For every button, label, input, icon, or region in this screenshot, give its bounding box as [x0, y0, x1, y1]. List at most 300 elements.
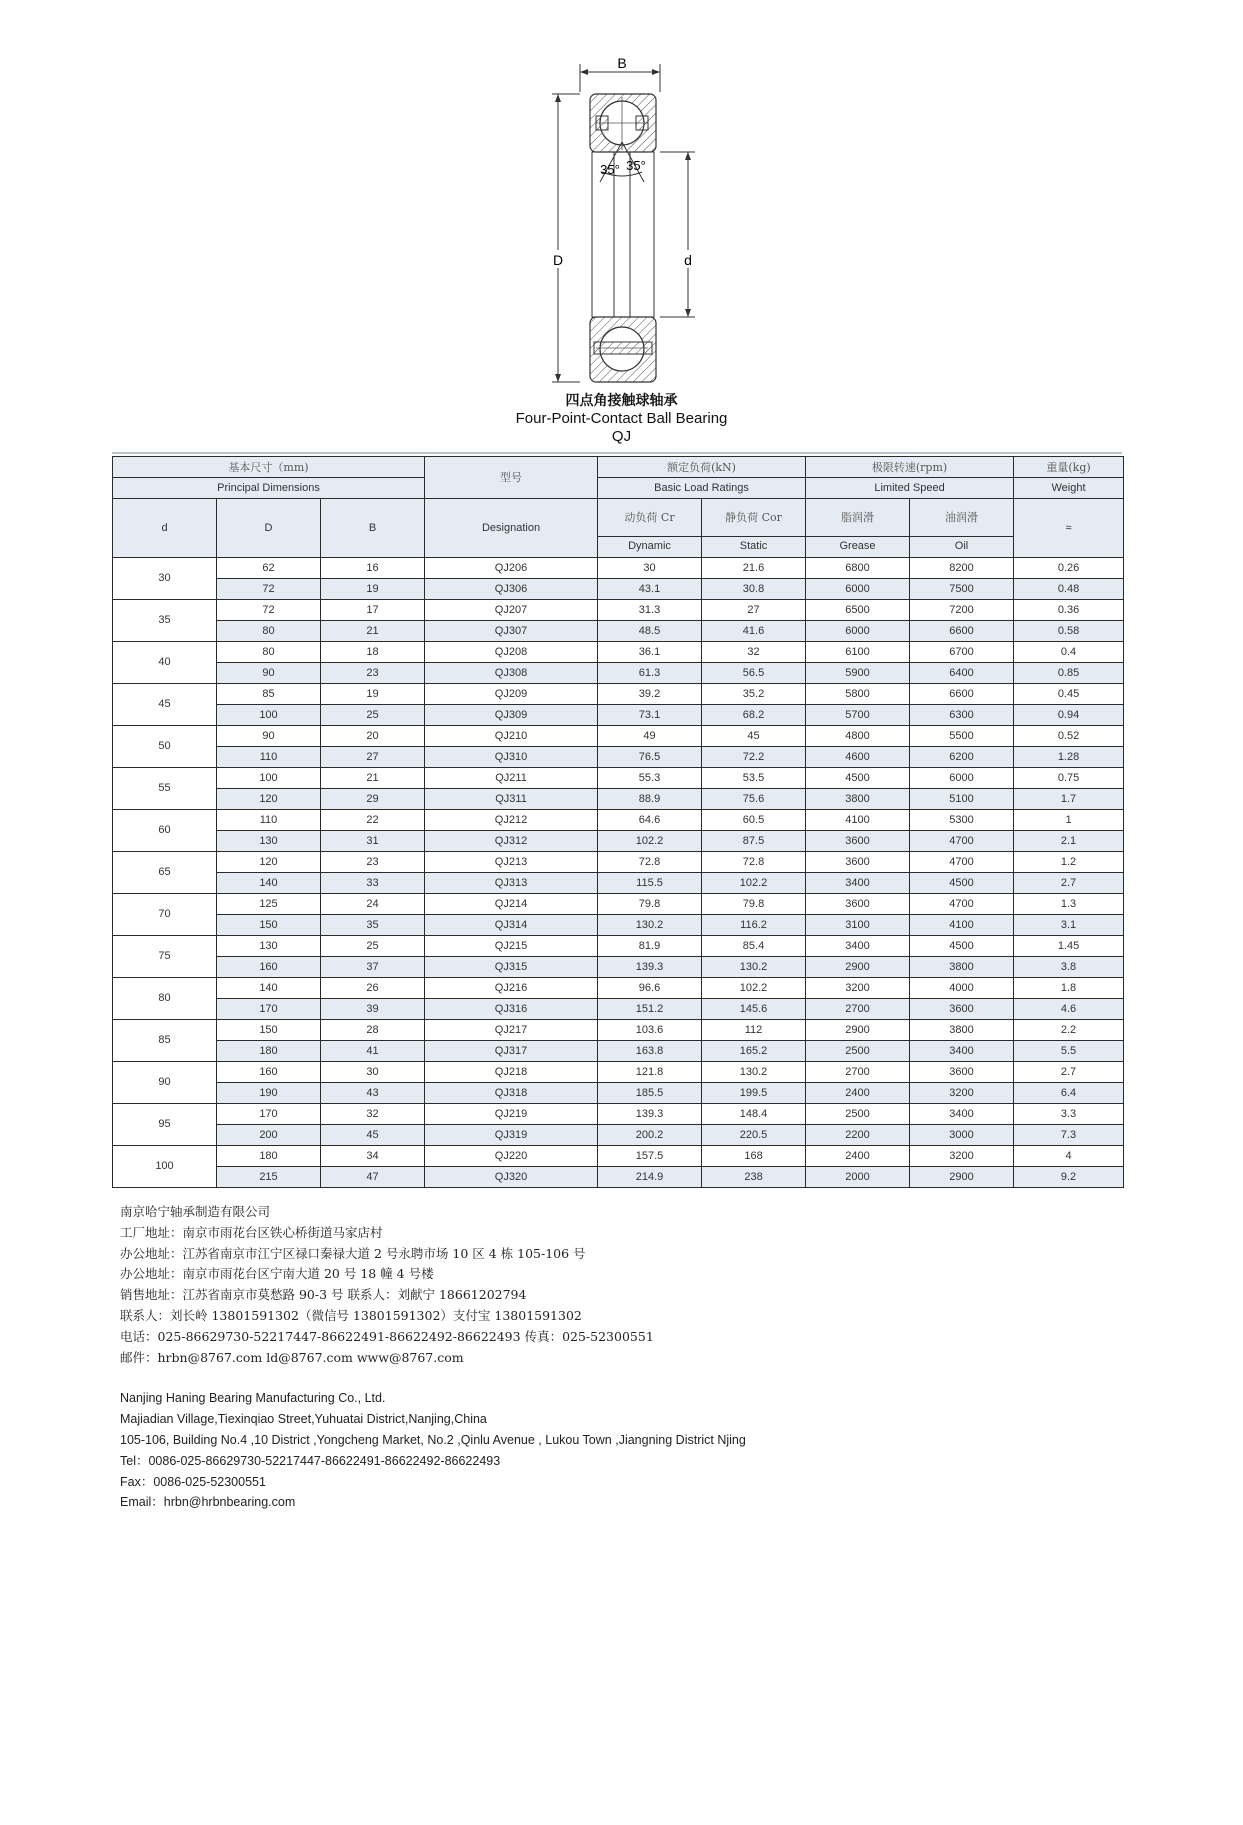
cell-weight: 0.75	[1014, 768, 1124, 789]
cell-dynamic: 79.8	[598, 894, 702, 915]
contact-angle-right-label: 35°	[626, 158, 646, 173]
cell-grease: 3100	[806, 915, 910, 936]
cell-weight: 1.7	[1014, 789, 1124, 810]
cell-grease: 6100	[806, 642, 910, 663]
cell-static: 102.2	[702, 873, 806, 894]
cell-grease: 4500	[806, 768, 910, 789]
cell-B: 24	[321, 894, 425, 915]
cell-static: 79.8	[702, 894, 806, 915]
cell-dynamic: 157.5	[598, 1146, 702, 1167]
cell-dynamic: 72.8	[598, 852, 702, 873]
cell-designation: QJ314	[425, 915, 598, 936]
table-row	[113, 705, 1124, 726]
cell-weight: 0.94	[1014, 705, 1124, 726]
table-row	[113, 957, 1124, 978]
cell-oil: 4000	[910, 978, 1014, 999]
cell-dynamic: 55.3	[598, 768, 702, 789]
header-static-en: Static	[702, 536, 806, 557]
cell-B: 26	[321, 978, 425, 999]
cell-oil: 5500	[910, 726, 1014, 747]
cell-D: 200	[217, 1125, 321, 1146]
table-row	[113, 810, 1124, 831]
specification-table	[112, 456, 1124, 1188]
cell-d: 60	[113, 810, 217, 852]
cell-D: 180	[217, 1041, 321, 1062]
header-speed-zh: 极限转速(rpm)	[806, 457, 1014, 478]
cell-oil: 6200	[910, 747, 1014, 768]
table-row	[113, 789, 1124, 810]
cell-B: 23	[321, 663, 425, 684]
cell-designation: QJ219	[425, 1104, 598, 1125]
table-row	[113, 600, 1124, 621]
cell-oil: 3800	[910, 957, 1014, 978]
cell-B: 18	[321, 642, 425, 663]
cell-D: 120	[217, 789, 321, 810]
header-row-2	[113, 478, 1124, 499]
cell-designation: QJ206	[425, 558, 598, 579]
cell-weight: 0.45	[1014, 684, 1124, 705]
cell-weight: 2.7	[1014, 1062, 1124, 1083]
cell-grease: 2400	[806, 1146, 910, 1167]
cell-static: 68.2	[702, 705, 806, 726]
cell-grease: 4600	[806, 747, 910, 768]
contact-info	[120, 1202, 746, 1513]
cell-oil: 3600	[910, 1062, 1014, 1083]
table-row	[113, 915, 1124, 936]
cell-B: 22	[321, 810, 425, 831]
table-row	[113, 747, 1124, 768]
contact-line: Tel：0086-025-86629730-52217447-86622491-86622492-86622493	[120, 1453, 501, 1468]
cell-D: 160	[217, 957, 321, 978]
bearing-cross-section-diagram	[530, 52, 720, 392]
cell-B: 25	[321, 936, 425, 957]
cell-static: 199.5	[702, 1083, 806, 1104]
header-row-1	[113, 457, 1124, 478]
cell-d: 55	[113, 768, 217, 810]
cell-designation: QJ211	[425, 768, 598, 789]
cell-d: 50	[113, 726, 217, 768]
cell-static: 130.2	[702, 957, 806, 978]
cell-designation: QJ217	[425, 1020, 598, 1041]
cell-static: 60.5	[702, 810, 806, 831]
cell-D: 72	[217, 600, 321, 621]
cell-dynamic: 49	[598, 726, 702, 747]
cell-static: 130.2	[702, 1062, 806, 1083]
cell-grease: 3400	[806, 873, 910, 894]
cell-d: 35	[113, 600, 217, 642]
cell-weight: 5.5	[1014, 1041, 1124, 1062]
cell-designation: QJ316	[425, 999, 598, 1020]
cell-weight: 2.2	[1014, 1020, 1124, 1041]
cell-d: 95	[113, 1104, 217, 1146]
cell-static: 148.4	[702, 1104, 806, 1125]
cell-dynamic: 185.5	[598, 1083, 702, 1104]
cell-static: 75.6	[702, 789, 806, 810]
cell-weight: 2.1	[1014, 831, 1124, 852]
contact-line: 邮件：hrbn@8767.com ld@8767.com www@8767.com	[120, 1349, 464, 1365]
table-row	[113, 852, 1124, 873]
contact-line: 联系人：刘长岭 13801591302（微信号 13801591302）支付宝 13801591302	[120, 1307, 582, 1323]
cell-D: 160	[217, 1062, 321, 1083]
cell-designation: QJ216	[425, 978, 598, 999]
cell-static: 102.2	[702, 978, 806, 999]
cell-dynamic: 103.6	[598, 1020, 702, 1041]
cell-designation: QJ307	[425, 621, 598, 642]
contact-line: 105-106, Building No.4 ,10 District ,Yongcheng Market, No.2 ,Qinlu Avenue , Lukou Town ,Jiangning District Njing	[120, 1432, 746, 1447]
cell-static: 21.6	[702, 558, 806, 579]
cell-oil: 3200	[910, 1146, 1014, 1167]
header-weight-zh: 重量(kg)	[1014, 457, 1124, 478]
cell-B: 35	[321, 915, 425, 936]
cell-static: 27	[702, 600, 806, 621]
table-row	[113, 873, 1124, 894]
cell-grease: 2200	[806, 1125, 910, 1146]
cell-B: 33	[321, 873, 425, 894]
cell-weight: 9.2	[1014, 1167, 1124, 1188]
cell-designation: QJ310	[425, 747, 598, 768]
contact-line: 办公地址：江苏省南京市江宁区禄口秦禄大道 2 号永聘市场 10 区 4 栋 105-106 号	[120, 1245, 586, 1261]
header-principal-zh: 基本尺寸（mm)	[113, 457, 425, 478]
cell-static: 145.6	[702, 999, 806, 1020]
contact-line: 南京哈宁轴承制造有限公司	[120, 1204, 271, 1219]
cell-B: 28	[321, 1020, 425, 1041]
table-row	[113, 1125, 1124, 1146]
cell-designation: QJ209	[425, 684, 598, 705]
cell-designation: QJ306	[425, 579, 598, 600]
cell-static: 168	[702, 1146, 806, 1167]
cell-B: 32	[321, 1104, 425, 1125]
table-row	[113, 999, 1124, 1020]
cell-dynamic: 200.2	[598, 1125, 702, 1146]
cell-designation: QJ317	[425, 1041, 598, 1062]
cell-static: 116.2	[702, 915, 806, 936]
cell-dynamic: 30	[598, 558, 702, 579]
cell-grease: 5800	[806, 684, 910, 705]
cell-weight: 6.4	[1014, 1083, 1124, 1104]
cell-D: 90	[217, 663, 321, 684]
cell-grease: 2500	[806, 1104, 910, 1125]
cell-weight: 0.36	[1014, 600, 1124, 621]
cell-oil: 3400	[910, 1104, 1014, 1125]
product-title-en: Four-Point-Contact Ball Bearing	[515, 410, 728, 427]
table-row	[113, 1062, 1124, 1083]
cell-designation: QJ308	[425, 663, 598, 684]
cell-oil: 4700	[910, 894, 1014, 915]
cell-oil: 3000	[910, 1125, 1014, 1146]
header-row-3	[113, 499, 1124, 537]
cell-oil: 5100	[910, 789, 1014, 810]
cell-dynamic: 139.3	[598, 957, 702, 978]
table-row	[113, 1167, 1124, 1188]
cell-d: 30	[113, 558, 217, 600]
cell-static: 45	[702, 726, 806, 747]
cell-D: 140	[217, 873, 321, 894]
header-static-zh: 静负荷 Cor	[702, 499, 806, 537]
cell-D: 130	[217, 831, 321, 852]
cell-dynamic: 43.1	[598, 579, 702, 600]
header-designation-en: Designation	[425, 499, 598, 558]
cell-static: 112	[702, 1020, 806, 1041]
cell-grease: 2900	[806, 1020, 910, 1041]
cell-oil: 3400	[910, 1041, 1014, 1062]
cell-static: 53.5	[702, 768, 806, 789]
cell-D: 62	[217, 558, 321, 579]
cell-D: 80	[217, 642, 321, 663]
contact-line: Email：hrbn@hrbnbearing.com	[120, 1495, 296, 1510]
header-grease-en: Grease	[806, 536, 910, 557]
contact-line: 销售地址：江苏省南京市莫愁路 90-3 号 联系人：刘献宁 18661202794	[120, 1287, 527, 1303]
cell-D: 80	[217, 621, 321, 642]
title-divider	[112, 452, 1122, 454]
cell-dynamic: 39.2	[598, 684, 702, 705]
cell-weight: 1.28	[1014, 747, 1124, 768]
cell-D: 190	[217, 1083, 321, 1104]
cell-dynamic: 151.2	[598, 999, 702, 1020]
table-row	[113, 768, 1124, 789]
cell-grease: 3600	[806, 831, 910, 852]
cell-D: 85	[217, 684, 321, 705]
header-approx: ≈	[1014, 499, 1124, 558]
cell-designation: QJ320	[425, 1167, 598, 1188]
cell-B: 19	[321, 579, 425, 600]
cell-designation: QJ312	[425, 831, 598, 852]
cell-static: 72.8	[702, 852, 806, 873]
dimension-label-B: B	[617, 55, 627, 71]
cell-dynamic: 115.5	[598, 873, 702, 894]
cell-oil: 6600	[910, 621, 1014, 642]
cell-designation: QJ315	[425, 957, 598, 978]
contact-info-zh	[120, 1202, 746, 1368]
contact-line: Fax：0086-025-52300551	[120, 1474, 266, 1489]
cell-designation: QJ208	[425, 642, 598, 663]
cell-grease: 3600	[806, 852, 910, 873]
product-title-block	[0, 392, 1243, 446]
cell-grease: 2400	[806, 1083, 910, 1104]
cell-D: 180	[217, 1146, 321, 1167]
header-grease-zh: 脂润滑	[806, 499, 910, 537]
cell-static: 35.2	[702, 684, 806, 705]
table-row	[113, 1020, 1124, 1041]
cell-dynamic: 36.1	[598, 642, 702, 663]
contact-info-en	[120, 1388, 746, 1513]
cell-d: 80	[113, 978, 217, 1020]
cell-static: 72.2	[702, 747, 806, 768]
table-row	[113, 936, 1124, 957]
cell-B: 47	[321, 1167, 425, 1188]
cell-d: 75	[113, 936, 217, 978]
cell-B: 37	[321, 957, 425, 978]
cell-D: 150	[217, 915, 321, 936]
cell-D: 110	[217, 810, 321, 831]
cell-dynamic: 81.9	[598, 936, 702, 957]
cell-B: 21	[321, 621, 425, 642]
cell-oil: 4500	[910, 936, 1014, 957]
cell-D: 120	[217, 852, 321, 873]
cell-weight: 4	[1014, 1146, 1124, 1167]
cell-B: 25	[321, 705, 425, 726]
cell-D: 170	[217, 999, 321, 1020]
cell-d: 70	[113, 894, 217, 936]
product-title-zh: 四点角接触球轴承	[565, 393, 678, 409]
cell-oil: 4100	[910, 915, 1014, 936]
cell-B: 43	[321, 1083, 425, 1104]
cell-dynamic: 88.9	[598, 789, 702, 810]
cell-weight: 0.58	[1014, 621, 1124, 642]
cell-D: 72	[217, 579, 321, 600]
cell-grease: 4800	[806, 726, 910, 747]
cell-D: 110	[217, 747, 321, 768]
cell-weight: 3.8	[1014, 957, 1124, 978]
cell-weight: 0.52	[1014, 726, 1124, 747]
cell-weight: 3.1	[1014, 915, 1124, 936]
cell-weight: 3.3	[1014, 1104, 1124, 1125]
contact-spacer	[120, 1368, 746, 1388]
cell-grease: 6000	[806, 621, 910, 642]
cell-weight: 0.85	[1014, 663, 1124, 684]
cell-weight: 1.2	[1014, 852, 1124, 873]
cell-grease: 2700	[806, 1062, 910, 1083]
cell-weight: 0.4	[1014, 642, 1124, 663]
cell-B: 27	[321, 747, 425, 768]
table-row	[113, 558, 1124, 579]
dimension-label-d: d	[684, 252, 692, 268]
cell-B: 45	[321, 1125, 425, 1146]
cell-oil: 6300	[910, 705, 1014, 726]
cell-D: 215	[217, 1167, 321, 1188]
cell-D: 150	[217, 1020, 321, 1041]
cell-D: 100	[217, 768, 321, 789]
cell-oil: 7200	[910, 600, 1014, 621]
header-weight-en: Weight	[1014, 478, 1124, 499]
cell-grease: 4100	[806, 810, 910, 831]
cell-designation: QJ220	[425, 1146, 598, 1167]
contact-angle-left-label: 35°	[600, 162, 620, 177]
cell-grease: 6500	[806, 600, 910, 621]
cell-weight: 1.3	[1014, 894, 1124, 915]
cell-designation: QJ213	[425, 852, 598, 873]
cell-grease: 6800	[806, 558, 910, 579]
cell-B: 30	[321, 1062, 425, 1083]
cell-oil: 8200	[910, 558, 1014, 579]
cell-oil: 6400	[910, 663, 1014, 684]
header-designation-zh: 型号	[425, 457, 598, 499]
cell-dynamic: 73.1	[598, 705, 702, 726]
cell-weight: 1.8	[1014, 978, 1124, 999]
cell-dynamic: 163.8	[598, 1041, 702, 1062]
header-load-zh: 额定负荷(kN)	[598, 457, 806, 478]
cell-oil: 7500	[910, 579, 1014, 600]
cell-D: 90	[217, 726, 321, 747]
cell-weight: 4.6	[1014, 999, 1124, 1020]
cell-B: 41	[321, 1041, 425, 1062]
table-row	[113, 978, 1124, 999]
cell-d: 100	[113, 1146, 217, 1188]
cell-dynamic: 48.5	[598, 621, 702, 642]
cell-grease: 5900	[806, 663, 910, 684]
cell-D: 130	[217, 936, 321, 957]
cell-designation: QJ207	[425, 600, 598, 621]
cell-dynamic: 64.6	[598, 810, 702, 831]
cell-dynamic: 102.2	[598, 831, 702, 852]
cell-B: 19	[321, 684, 425, 705]
cell-D: 125	[217, 894, 321, 915]
cell-weight: 7.3	[1014, 1125, 1124, 1146]
cell-dynamic: 121.8	[598, 1062, 702, 1083]
table-row	[113, 663, 1124, 684]
table-row	[113, 1104, 1124, 1125]
dimension-label-D: D	[552, 252, 564, 268]
cell-oil: 6000	[910, 768, 1014, 789]
table-row	[113, 1146, 1124, 1167]
cell-dynamic: 31.3	[598, 600, 702, 621]
cell-oil: 6700	[910, 642, 1014, 663]
cell-B: 31	[321, 831, 425, 852]
cell-designation: QJ215	[425, 936, 598, 957]
cell-oil: 4700	[910, 831, 1014, 852]
table-row	[113, 642, 1124, 663]
cell-grease: 5700	[806, 705, 910, 726]
header-col-D: D	[217, 499, 321, 558]
table-row	[113, 894, 1124, 915]
cell-d: 90	[113, 1062, 217, 1104]
cell-static: 41.6	[702, 621, 806, 642]
cell-B: 21	[321, 768, 425, 789]
cell-dynamic: 76.5	[598, 747, 702, 768]
cell-d: 65	[113, 852, 217, 894]
header-col-d: d	[113, 499, 217, 558]
table-row	[113, 726, 1124, 747]
header-load-en: Basic Load Ratings	[598, 478, 806, 499]
cell-weight: 2.7	[1014, 873, 1124, 894]
header-oil-zh: 油润滑	[910, 499, 1014, 537]
contact-line: 电话：025-86629730-52217447-86622491-86622492-86622493 传真：025-52300551	[120, 1328, 654, 1344]
cell-dynamic: 139.3	[598, 1104, 702, 1125]
product-series: QJ	[611, 428, 632, 445]
cell-d: 85	[113, 1020, 217, 1062]
cell-designation: QJ218	[425, 1062, 598, 1083]
cell-B: 29	[321, 789, 425, 810]
cell-grease: 3400	[806, 936, 910, 957]
cell-B: 34	[321, 1146, 425, 1167]
contact-line: 办公地址：南京市雨花台区宁南大道 20 号 18 幢 4 号楼	[120, 1266, 434, 1282]
contact-line: Majiadian Village,Tiexinqiao Street,Yuhuatai District,Nanjing,China	[120, 1412, 487, 1427]
cell-grease: 3800	[806, 789, 910, 810]
cell-oil: 3800	[910, 1020, 1014, 1041]
cell-B: 16	[321, 558, 425, 579]
table-row	[113, 621, 1124, 642]
cell-grease: 3600	[806, 894, 910, 915]
table-row	[113, 1083, 1124, 1104]
header-oil-en: Oil	[910, 536, 1014, 557]
cell-oil: 6600	[910, 684, 1014, 705]
cell-static: 32	[702, 642, 806, 663]
cell-designation: QJ311	[425, 789, 598, 810]
cell-static: 238	[702, 1167, 806, 1188]
cell-static: 87.5	[702, 831, 806, 852]
cell-oil: 5300	[910, 810, 1014, 831]
cell-B: 39	[321, 999, 425, 1020]
cell-B: 23	[321, 852, 425, 873]
cell-static: 30.8	[702, 579, 806, 600]
header-speed-en: Limited Speed	[806, 478, 1014, 499]
header-principal-en: Principal Dimensions	[113, 478, 425, 499]
table-row	[113, 1041, 1124, 1062]
header-col-B: B	[321, 499, 425, 558]
cell-static: 220.5	[702, 1125, 806, 1146]
cell-oil: 2900	[910, 1167, 1014, 1188]
cell-oil: 3600	[910, 999, 1014, 1020]
cell-D: 170	[217, 1104, 321, 1125]
